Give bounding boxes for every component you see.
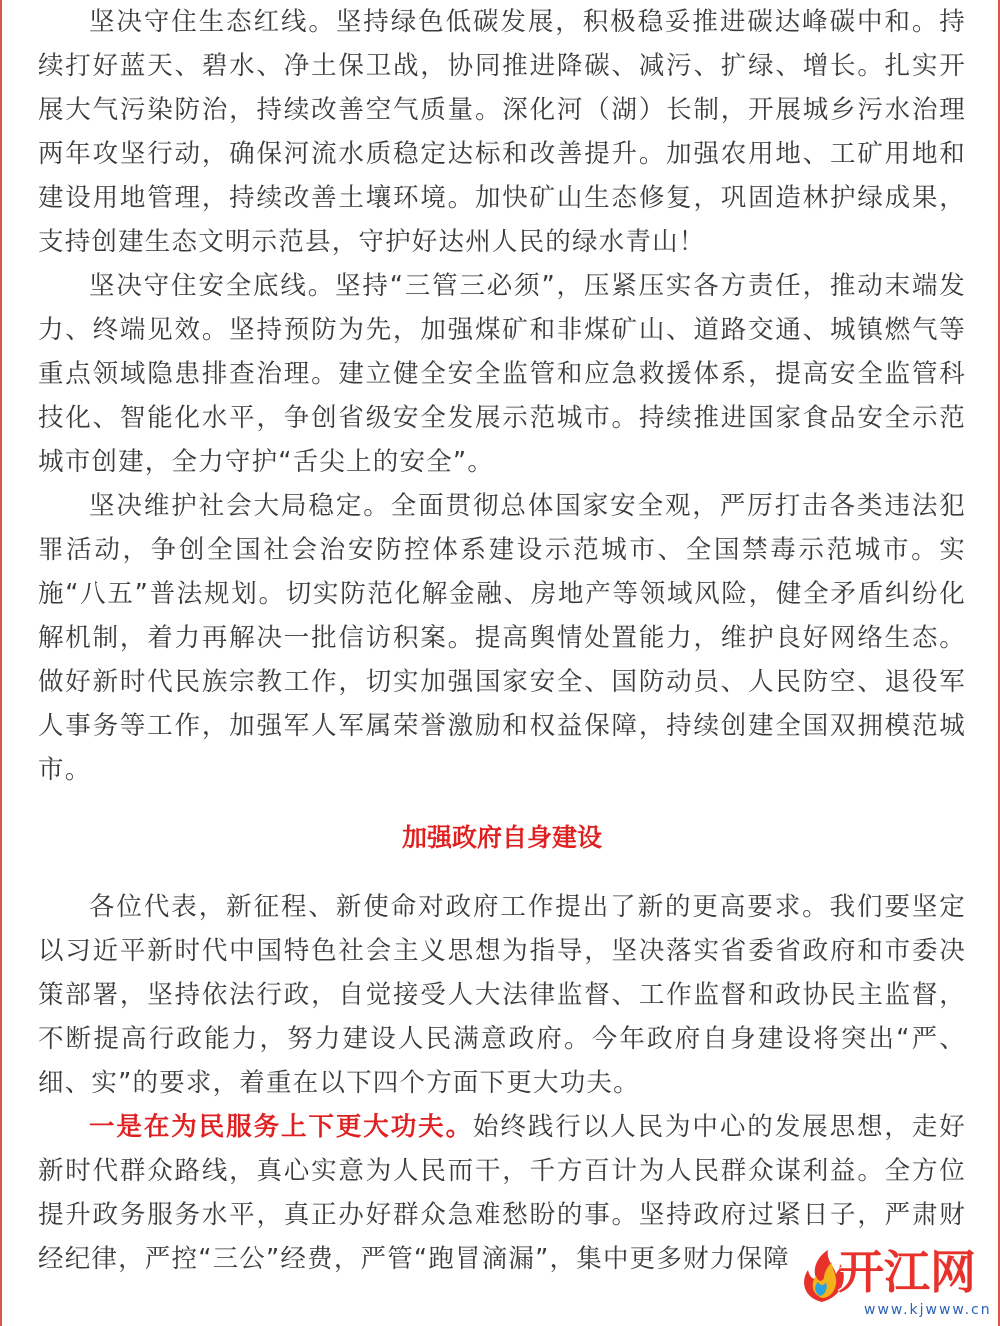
section-title: 加强政府自身建设 bbox=[401, 823, 602, 852]
watermark-brand: 开江网 bbox=[838, 1245, 976, 1299]
watermark-url: www.kjwww.cn bbox=[864, 1302, 992, 1318]
article-body bbox=[38, 0, 966, 1281]
spacer bbox=[38, 860, 966, 885]
paragraph-safety: 坚决守住安全底线。坚持“三管三必须”，压紧压实各方责任，推动末端发力、终端见效。坚持预防为先，加强煤矿和非煤矿山、道路交通、城镇燃气等重点领域隐患排查治理。建立健全安全监管和应急救援体系，提高安全监管科技化、智能化水平，争创省级安全发展示范城市。持续推进国家食品安全示范城市创建，全力守护“舌尖上的安全”。 bbox=[38, 271, 966, 477]
paragraph-ecology: 坚决守住生态红线。坚持绿色低碳发展，积极稳妥推进碳达峰碳中和。持续打好蓝天、碧水、净土保卫战，协同推进降碳、减污、扩绿、增长。扎实开展大气污染防治，持续改善空气质量。深化河（湖）长制，开展城乡污水治理两年攻坚行动，确保河流水质稳定达标和改善提升。加强农用地、工矿用地和建设用地管理，持续改善土壤环境。加快矿山生态修复，巩固造林护绿成果，支持创建生态文明示范县，守护好达州人民的绿水青山！ bbox=[38, 7, 966, 257]
site-watermark bbox=[794, 1244, 994, 1326]
paragraph-stability: 坚决维护社会大局稳定。全面贯彻总体国家安全观，严厉打击各类违法犯罪活动，争创全国社会治安防控体系建设示范城市、全国禁毒示范城市。实施“八五”普法规划。切实防范化解金融、房地产等领域风险，健全矛盾纠纷化解机制，着力再解决一批信访积案。提高舆情处置能力，维护良好网络生态。做好新时代民族宗教工作，切实加强国家安全、国防动员、人民防空、退役军人事务等工作，加强军人军属荣誉激励和权益保障，持续创建全国双拥模范城市。 bbox=[38, 491, 966, 785]
paragraph-service-lead: 一是在为民服务上下更大功夫。 bbox=[89, 1112, 473, 1142]
paragraph-service-body: 始终践行以人民为中心的发展思想，走好新时代群众路线，真心实意为人民而干，千方百计为人民群众谋利益。全方位提升政务服务水平，真正办好群众急难愁盼的事。坚持政府过紧日子，严肃财经纪律，严控“三公”经费，严管“跑冒滴漏”，集中更多财力保障 bbox=[38, 1112, 966, 1274]
paragraph-intro: 各位代表，新征程、新使命对政府工作提出了新的更高要求。我们要坚定以习近平新时代中国特色社会主义思想为指导，坚决落实省委省政府和市委决策部署，坚持依法行政，自觉接受人大法律监督、工作监督和政协民主监督，不断提高行政能力，努力建设人民满意政府。今年政府自身建设将突出“严、细、实”的要求，着重在以下四个方面下更大功夫。 bbox=[38, 892, 966, 1098]
spacer bbox=[38, 792, 966, 816]
